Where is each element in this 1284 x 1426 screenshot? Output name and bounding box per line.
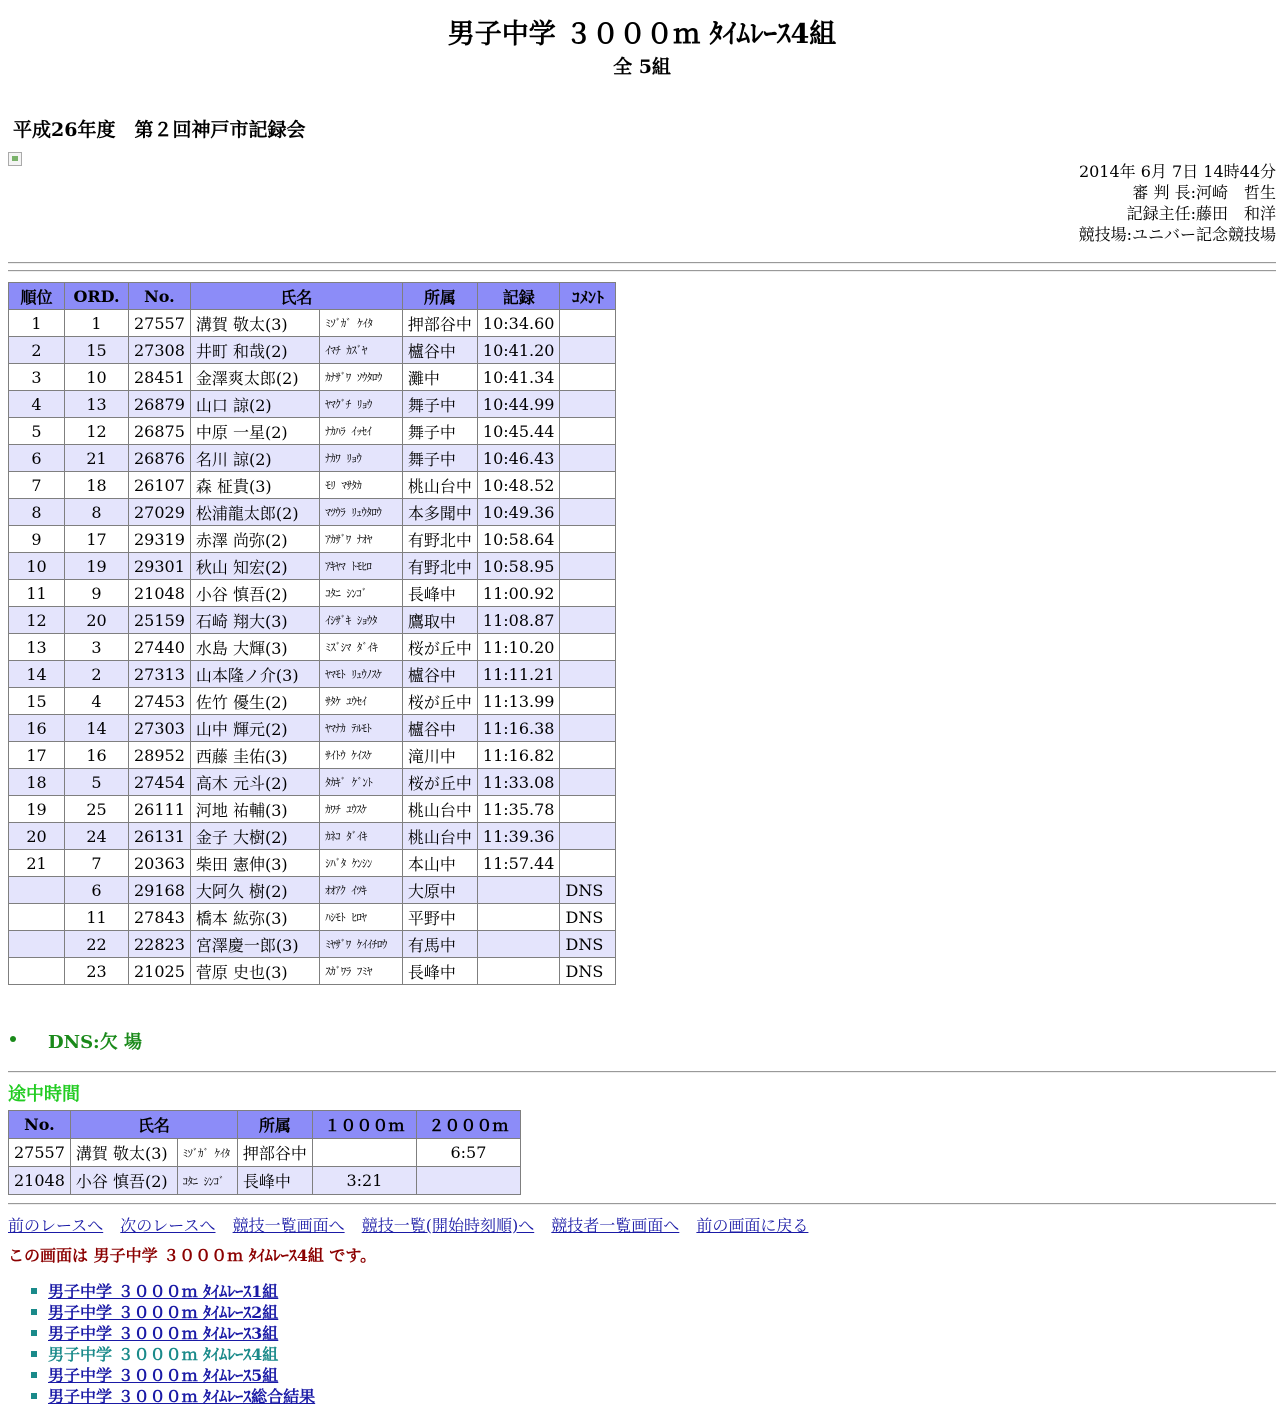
rank-cell: 6	[9, 445, 65, 472]
time-cell: 10:46.43	[477, 445, 560, 472]
time-cell: 11:16.82	[477, 742, 560, 769]
name-cell: 西藤 圭佑(3)	[190, 742, 319, 769]
kana-cell: ﾐｿﾞｶﾞ ｹｲﾀ	[320, 310, 403, 337]
group-link: 男子中学 ３０００ｍ ﾀｲﾑﾚｰｽ4組	[48, 1345, 279, 1364]
bib-cell: 28952	[129, 742, 191, 769]
kana-cell: ｺﾀﾆ ｼﾝｺﾞ	[320, 580, 403, 607]
ord-cell: 14	[65, 715, 129, 742]
split-2000m-cell: 6:57	[416, 1139, 520, 1167]
comment-cell	[560, 310, 616, 337]
bib-cell: 29319	[129, 526, 191, 553]
bib-cell: 27557	[129, 310, 191, 337]
ord-cell: 4	[65, 688, 129, 715]
name-cell: 小谷 慎吾(2)	[70, 1167, 177, 1195]
split-1000m-cell	[312, 1139, 416, 1167]
name-cell: 橋本 紘弥(3)	[190, 904, 319, 931]
table-row	[9, 337, 616, 364]
team-cell: 押部谷中	[237, 1139, 312, 1167]
table-row	[9, 688, 616, 715]
table-row	[9, 472, 616, 499]
bib-cell: 20363	[129, 850, 191, 877]
split-times-table	[8, 1110, 521, 1195]
table-row	[9, 715, 616, 742]
time-cell	[477, 958, 560, 985]
group-link[interactable]: 男子中学 ３０００ｍ ﾀｲﾑﾚｰｽ総合結果	[48, 1387, 316, 1406]
current-page-notice: この画面は 男子中学 ３０００ｍ ﾀｲﾑﾚｰｽ4組 です。	[8, 1246, 377, 1265]
team-cell: 長峰中	[402, 958, 477, 985]
list-item	[48, 1302, 315, 1323]
bib-cell: 21048	[9, 1167, 71, 1195]
bib-cell: 26131	[129, 823, 191, 850]
bib-cell: 27440	[129, 634, 191, 661]
rank-cell: 21	[9, 850, 65, 877]
group-link[interactable]: 男子中学 ３０００ｍ ﾀｲﾑﾚｰｽ3組	[48, 1324, 279, 1343]
list-item	[48, 1386, 315, 1407]
team-cell: 桜が丘中	[402, 769, 477, 796]
col-time: 記録	[477, 283, 560, 310]
col-ord: ORD.	[65, 283, 129, 310]
kana-cell: ｱｶｻﾞﾜ ﾅｵﾔ	[320, 526, 403, 553]
kana-cell: ｲｼｻﾞｷ ｼｮｳﾀ	[320, 607, 403, 634]
dns-legend: DNS:欠 場	[48, 1028, 142, 1054]
table-row	[9, 931, 616, 958]
group-link[interactable]: 男子中学 ３０００ｍ ﾀｲﾑﾚｰｽ1組	[48, 1282, 279, 1301]
comment-cell	[560, 526, 616, 553]
comment-cell: DNS	[560, 958, 616, 985]
table-row	[9, 580, 616, 607]
comment-cell	[560, 445, 616, 472]
ord-cell: 3	[65, 634, 129, 661]
name-cell: 菅原 史也(3)	[190, 958, 319, 985]
rank-cell: 1	[9, 310, 65, 337]
name-cell: 中原 一星(2)	[190, 418, 319, 445]
comment-cell	[560, 472, 616, 499]
referee: 審 判 長:河崎 哲生	[1132, 183, 1276, 202]
table-row	[9, 850, 616, 877]
ord-cell: 10	[65, 364, 129, 391]
col-name: 氏名	[70, 1111, 237, 1139]
bib-cell: 22823	[129, 931, 191, 958]
datetime: 2014年 6月 7日 14時44分	[1078, 162, 1276, 181]
rank-cell: 14	[9, 661, 65, 688]
kana-cell: ﾏﾂｳﾗ ﾘｭｳﾀﾛｳ	[320, 499, 403, 526]
time-cell: 11:57.44	[477, 850, 560, 877]
rank-cell: 8	[9, 499, 65, 526]
comment-cell: DNS	[560, 877, 616, 904]
name-cell: 森 柾貴(3)	[190, 472, 319, 499]
list-item	[48, 1281, 315, 1302]
team-cell: 舞子中	[402, 418, 477, 445]
table-row	[9, 877, 616, 904]
comment-cell	[560, 553, 616, 580]
comment-cell	[560, 607, 616, 634]
kana-cell: ｻｲﾄｳ ｹｲｽｹ	[320, 742, 403, 769]
table-row	[9, 499, 616, 526]
divider	[8, 262, 1276, 264]
team-cell: 有野北中	[402, 553, 477, 580]
team-cell: 滝川中	[402, 742, 477, 769]
list-item	[48, 1365, 315, 1386]
name-cell: 松浦龍太郎(2)	[190, 499, 319, 526]
broken-image-icon	[8, 152, 22, 166]
divider	[8, 1071, 1276, 1073]
comment-cell	[560, 688, 616, 715]
rank-cell: 13	[9, 634, 65, 661]
comment-cell	[560, 391, 616, 418]
name-cell: 金澤爽太郎(2)	[190, 364, 319, 391]
ord-cell: 18	[65, 472, 129, 499]
bib-cell: 26875	[129, 418, 191, 445]
table-row	[9, 607, 616, 634]
name-cell: 溝賀 敬太(3)	[70, 1139, 177, 1167]
rank-cell: 2	[9, 337, 65, 364]
team-cell: 桜が丘中	[402, 688, 477, 715]
kana-cell: ｼﾊﾞﾀ ｹﾝｼﾝ	[320, 850, 403, 877]
kana-cell: ｶﾜﾁ ﾕｳｽｹ	[320, 796, 403, 823]
name-cell: 金子 大樹(2)	[190, 823, 319, 850]
back-link[interactable]: 前の画面に戻る	[696, 1216, 809, 1235]
group-list	[48, 1281, 315, 1407]
time-cell: 10:44.99	[477, 391, 560, 418]
kana-cell: ｵｵｱｸ ｲﾂｷ	[320, 877, 403, 904]
ord-cell: 5	[65, 769, 129, 796]
name-cell: 井町 和哉(2)	[190, 337, 319, 364]
team-cell: 大原中	[402, 877, 477, 904]
kana-cell: ﾅｶﾜ ﾘｮｳ	[320, 445, 403, 472]
col-no: No.	[9, 1111, 71, 1139]
team-cell: 桃山台中	[402, 796, 477, 823]
team-cell: 有馬中	[402, 931, 477, 958]
bib-cell: 27313	[129, 661, 191, 688]
time-cell: 10:34.60	[477, 310, 560, 337]
ord-cell: 16	[65, 742, 129, 769]
kana-cell: ﾐｽﾞｼﾏ ﾀﾞｲｷ	[320, 634, 403, 661]
comment-cell: DNS	[560, 931, 616, 958]
name-cell: 河地 祐輔(3)	[190, 796, 319, 823]
table-row	[9, 769, 616, 796]
ord-cell: 6	[65, 877, 129, 904]
name-cell: 山口 諒(2)	[190, 391, 319, 418]
team-cell: 長峰中	[402, 580, 477, 607]
kana-cell: ｶﾈｺ ﾀﾞｲｷ	[320, 823, 403, 850]
time-cell: 10:45.44	[477, 418, 560, 445]
time-cell	[477, 877, 560, 904]
team-cell: 長峰中	[237, 1167, 312, 1195]
table-row	[9, 958, 616, 985]
rank-cell: 15	[9, 688, 65, 715]
team-cell: 桃山台中	[402, 823, 477, 850]
ord-cell: 7	[65, 850, 129, 877]
col-team: 所属	[402, 283, 477, 310]
kana-cell: ﾓﾘ ﾏｻﾀｶ	[320, 472, 403, 499]
ord-cell: 8	[65, 499, 129, 526]
rank-cell	[9, 877, 65, 904]
table-row	[9, 418, 616, 445]
table-row	[9, 364, 616, 391]
col-1000m: １０００ｍ	[312, 1111, 416, 1139]
bib-cell: 26876	[129, 445, 191, 472]
name-cell: 石崎 翔大(3)	[190, 607, 319, 634]
ord-cell: 19	[65, 553, 129, 580]
kana-cell: ｽｶﾞﾜﾗ ﾌﾐﾔ	[320, 958, 403, 985]
kana-cell: ﾊｼﾓﾄ ﾋﾛﾔ	[320, 904, 403, 931]
nav-links	[8, 1213, 820, 1236]
team-cell: 櫨谷中	[402, 337, 477, 364]
time-cell: 10:49.36	[477, 499, 560, 526]
results-header-row	[9, 283, 616, 310]
table-row	[9, 1167, 521, 1195]
comment-cell	[560, 850, 616, 877]
comment-cell	[560, 337, 616, 364]
team-cell: 桃山台中	[402, 472, 477, 499]
kana-cell: ﾔﾏｸﾞﾁ ﾘｮｳ	[320, 391, 403, 418]
time-cell: 10:58.64	[477, 526, 560, 553]
comment-cell	[560, 715, 616, 742]
bib-cell: 29168	[129, 877, 191, 904]
split-times-title: 途中時間	[8, 1084, 80, 1105]
bib-cell: 27303	[129, 715, 191, 742]
time-cell: 11:00.92	[477, 580, 560, 607]
ord-cell: 9	[65, 580, 129, 607]
kana-cell: ﾔﾏﾅｶ ﾃﾙﾓﾄ	[320, 715, 403, 742]
kana-cell: ｻﾀｹ ﾕｳｾｲ	[320, 688, 403, 715]
rank-cell: 9	[9, 526, 65, 553]
divider	[8, 270, 1276, 272]
recorder: 記録主任:藤田 和洋	[1126, 204, 1276, 223]
bib-cell: 28451	[129, 364, 191, 391]
divider	[8, 1203, 1276, 1205]
name-cell: 溝賀 敬太(3)	[190, 310, 319, 337]
time-cell: 11:35.78	[477, 796, 560, 823]
ord-cell: 13	[65, 391, 129, 418]
ord-cell: 23	[65, 958, 129, 985]
col-2000m: ２０００ｍ	[416, 1111, 520, 1139]
table-row	[9, 796, 616, 823]
rank-cell: 5	[9, 418, 65, 445]
bib-cell: 27029	[129, 499, 191, 526]
group-link[interactable]: 男子中学 ３０００ｍ ﾀｲﾑﾚｰｽ2組	[48, 1303, 279, 1322]
name-cell: 大阿久 樹(2)	[190, 877, 319, 904]
meet-info	[1079, 161, 1276, 245]
team-cell: 押部谷中	[402, 310, 477, 337]
team-cell: 灘中	[402, 364, 477, 391]
ord-cell: 24	[65, 823, 129, 850]
rank-cell: 17	[9, 742, 65, 769]
comment-cell	[560, 796, 616, 823]
kana-cell: ｲﾏﾁ ｶｽﾞﾔ	[320, 337, 403, 364]
rank-cell: 7	[9, 472, 65, 499]
bib-cell: 29301	[129, 553, 191, 580]
event-list-by-time-link[interactable]: 競技一覧(開始時刻順)へ	[361, 1216, 535, 1235]
name-cell: 山本隆ノ介(3)	[190, 661, 319, 688]
name-cell: 高木 元斗(2)	[190, 769, 319, 796]
team-cell: 有野北中	[402, 526, 477, 553]
rank-cell: 12	[9, 607, 65, 634]
kana-cell: ﾀｶｷﾞ ｹﾞﾝﾄ	[320, 769, 403, 796]
time-cell: 11:10.20	[477, 634, 560, 661]
rank-cell: 18	[9, 769, 65, 796]
table-row	[9, 526, 616, 553]
name-cell: 秋山 知宏(2)	[190, 553, 319, 580]
rank-cell	[9, 931, 65, 958]
group-count: 全 5組	[613, 56, 671, 78]
team-cell: 本多聞中	[402, 499, 477, 526]
time-cell	[477, 931, 560, 958]
col-name: 氏名	[190, 283, 402, 310]
rank-cell: 11	[9, 580, 65, 607]
prev-race-link[interactable]: 前のレースへ	[8, 1216, 104, 1235]
ord-cell: 17	[65, 526, 129, 553]
event-list-link[interactable]: 競技一覧画面へ	[232, 1216, 345, 1235]
table-row	[9, 634, 616, 661]
name-cell: 小谷 慎吾(2)	[190, 580, 319, 607]
time-cell: 11:13.99	[477, 688, 560, 715]
bib-cell: 21048	[129, 580, 191, 607]
list-item	[48, 1323, 315, 1344]
comment-cell	[560, 580, 616, 607]
name-cell: 名川 諒(2)	[190, 445, 319, 472]
page-title: 男子中学 ３０００ｍ ﾀｲﾑﾚｰｽ4組	[447, 19, 837, 50]
comment-cell	[560, 661, 616, 688]
ord-cell: 11	[65, 904, 129, 931]
time-cell: 11:33.08	[477, 769, 560, 796]
team-cell: 鷹取中	[402, 607, 477, 634]
bib-cell: 21025	[129, 958, 191, 985]
table-row	[9, 661, 616, 688]
name-cell: 柴田 憲伸(3)	[190, 850, 319, 877]
team-cell: 舞子中	[402, 445, 477, 472]
group-link[interactable]: 男子中学 ３０００ｍ ﾀｲﾑﾚｰｽ5組	[48, 1366, 279, 1385]
table-row	[9, 1139, 521, 1167]
bib-cell: 25159	[129, 607, 191, 634]
comment-cell	[560, 364, 616, 391]
split-2000m-cell	[416, 1167, 520, 1195]
bib-cell: 26879	[129, 391, 191, 418]
name-cell: 山中 輝元(2)	[190, 715, 319, 742]
rank-cell: 10	[9, 553, 65, 580]
bib-cell: 27843	[129, 904, 191, 931]
ord-cell: 12	[65, 418, 129, 445]
rank-cell	[9, 958, 65, 985]
kana-cell: ﾅｶﾊﾗ ｲｯｾｲ	[320, 418, 403, 445]
team-cell: 櫨谷中	[402, 715, 477, 742]
ord-cell: 2	[65, 661, 129, 688]
name-cell: 佐竹 優生(2)	[190, 688, 319, 715]
time-cell: 10:48.52	[477, 472, 560, 499]
meet-name: 平成26年度 第２回神戸市記録会	[13, 119, 306, 141]
rank-cell: 3	[9, 364, 65, 391]
bib-cell: 27557	[9, 1139, 71, 1167]
name-cell: 水島 大輝(3)	[190, 634, 319, 661]
col-no: No.	[129, 283, 191, 310]
time-cell: 11:08.87	[477, 607, 560, 634]
rank-cell: 19	[9, 796, 65, 823]
rank-cell: 4	[9, 391, 65, 418]
table-row	[9, 445, 616, 472]
list-item	[48, 1344, 315, 1365]
rank-cell	[9, 904, 65, 931]
bib-cell: 27454	[129, 769, 191, 796]
team-cell: 平野中	[402, 904, 477, 931]
col-rank: 順位	[9, 283, 65, 310]
venue: 競技場:ユニバー記念競技場	[1078, 225, 1276, 244]
time-cell: 11:16.38	[477, 715, 560, 742]
time-cell: 10:58.95	[477, 553, 560, 580]
bib-cell: 27308	[129, 337, 191, 364]
col-team: 所属	[237, 1111, 312, 1139]
time-cell: 11:11.21	[477, 661, 560, 688]
table-row	[9, 553, 616, 580]
comment-cell	[560, 634, 616, 661]
comment-cell: DNS	[560, 904, 616, 931]
kana-cell: ｱｷﾔﾏ ﾄﾓﾋﾛ	[320, 553, 403, 580]
ord-cell: 15	[65, 337, 129, 364]
table-row	[9, 742, 616, 769]
name-cell: 宮澤慶一郎(3)	[190, 931, 319, 958]
name-cell: 赤澤 尚弥(2)	[190, 526, 319, 553]
comment-cell	[560, 499, 616, 526]
kana-cell: ｶﾅｻﾞﾜ ｿｳﾀﾛｳ	[320, 364, 403, 391]
team-cell: 舞子中	[402, 391, 477, 418]
time-cell: 11:39.36	[477, 823, 560, 850]
bib-cell: 26107	[129, 472, 191, 499]
team-cell: 櫨谷中	[402, 661, 477, 688]
table-row	[9, 823, 616, 850]
comment-cell	[560, 418, 616, 445]
athlete-list-link[interactable]: 競技者一覧画面へ	[551, 1216, 680, 1235]
kana-cell: ﾔﾏﾓﾄ ﾘｭｳﾉｽｹ	[320, 661, 403, 688]
ord-cell: 21	[65, 445, 129, 472]
comment-cell	[560, 823, 616, 850]
next-race-link[interactable]: 次のレースへ	[120, 1216, 216, 1235]
col-comment: ｺﾒﾝﾄ	[560, 283, 616, 310]
comment-cell	[560, 769, 616, 796]
bib-cell: 27453	[129, 688, 191, 715]
ord-cell: 22	[65, 931, 129, 958]
team-cell: 桜が丘中	[402, 634, 477, 661]
split-1000m-cell: 3:21	[312, 1167, 416, 1195]
table-row	[9, 310, 616, 337]
rank-cell: 20	[9, 823, 65, 850]
kana-cell: ﾐﾔｻﾞﾜ ｹｲｲﾁﾛｳ	[320, 931, 403, 958]
table-row	[9, 904, 616, 931]
ord-cell: 20	[65, 607, 129, 634]
rank-cell: 16	[9, 715, 65, 742]
kana-cell: ｺﾀﾆ ｼﾝｺﾞ	[177, 1167, 237, 1195]
table-row	[9, 391, 616, 418]
ord-cell: 1	[65, 310, 129, 337]
results-table	[8, 282, 616, 985]
split-header-row	[9, 1111, 521, 1139]
comment-cell	[560, 742, 616, 769]
kana-cell: ﾐｿﾞｶﾞ ｹｲﾀ	[177, 1139, 237, 1167]
time-cell	[477, 904, 560, 931]
time-cell: 10:41.34	[477, 364, 560, 391]
team-cell: 本山中	[402, 850, 477, 877]
bib-cell: 26111	[129, 796, 191, 823]
ord-cell: 25	[65, 796, 129, 823]
time-cell: 10:41.20	[477, 337, 560, 364]
